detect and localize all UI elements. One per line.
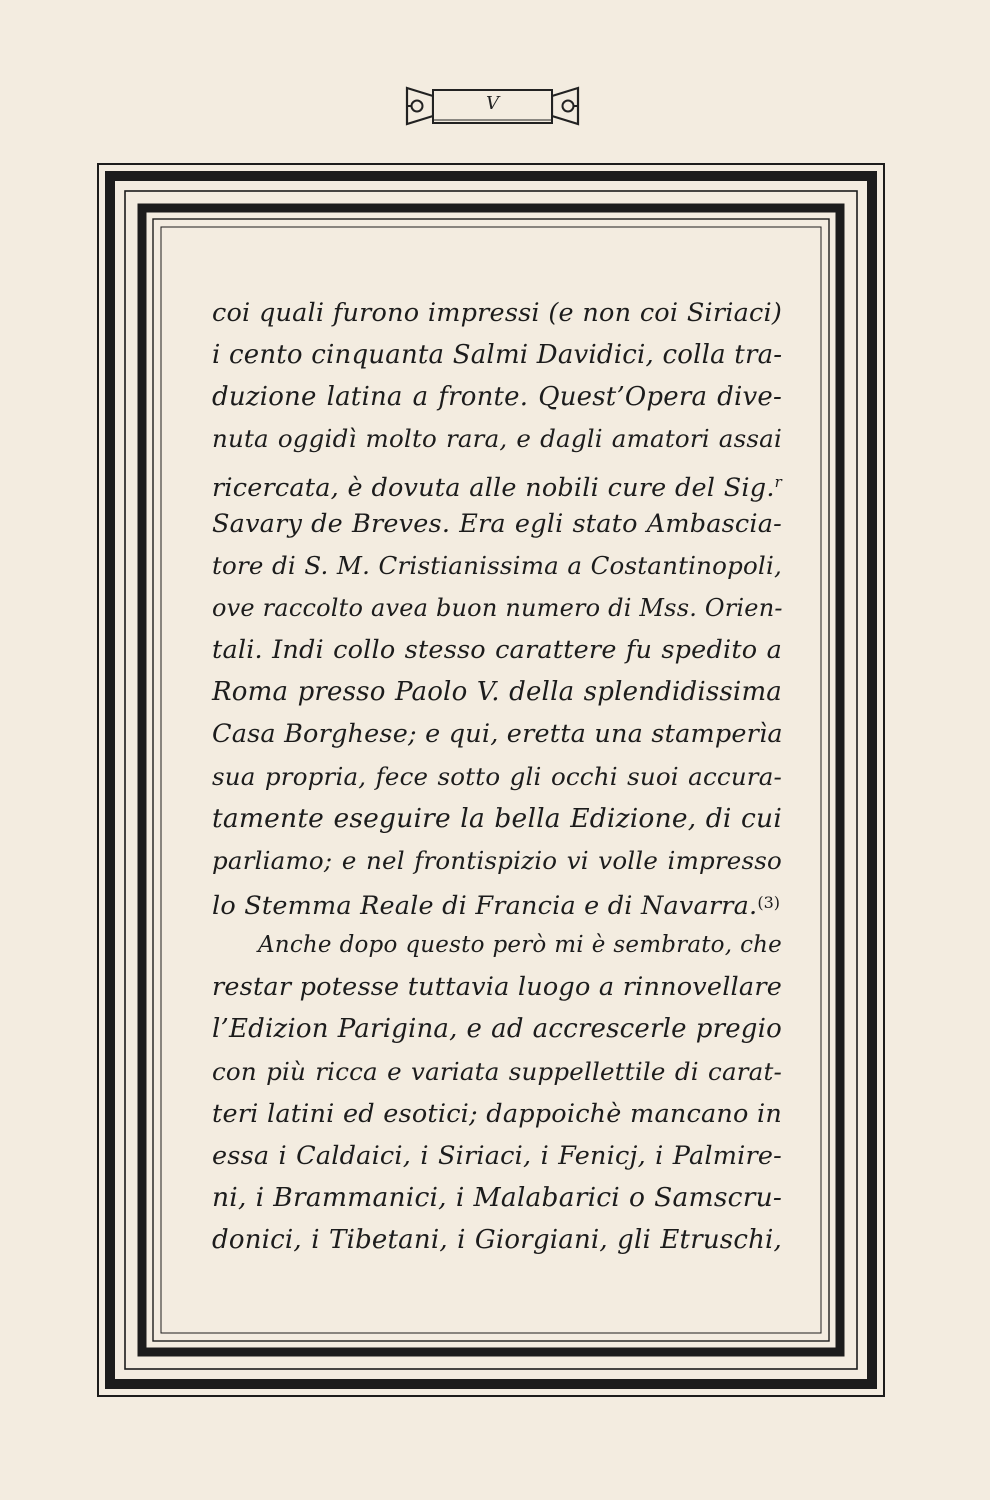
text-line: i cento cinquanta Salmi Davidici, colla tra- [212, 340, 783, 371]
text-line: Anche dopo questo però mi è sembrato, che [258, 932, 782, 959]
text-line: tamente eseguire la bella Edizione, di cui [212, 802, 782, 834]
text-line: ni, i Brammanici, i Malabarici o Samscru- [212, 1181, 782, 1213]
text-line: teri latini ed esotici; dappoichè mancano in [212, 1098, 782, 1129]
text-line: Roma presso Paolo V. della splendidissima [212, 677, 782, 708]
text-line: tali. Indi collo stesso carattere fu spedito a [212, 635, 782, 666]
text-line: essa i Caldaici, i Siriaci, i Fenicj, i Palmire- [212, 1140, 782, 1171]
text-line: nuta oggidì molto rara, e dagli amatori assai [212, 424, 782, 454]
text-line: Savary de Breves. Era egli stato Ambascia- [212, 508, 782, 539]
text-line: ove raccolto avea buon numero di Mss. Orien- [212, 593, 783, 622]
page-number-cartouche [405, 82, 580, 130]
text-line [212, 461, 782, 503]
text-line: restar potesse tuttavia luogo a rinnovellare [212, 972, 782, 1003]
superscript-abbrev: r [774, 472, 782, 491]
paragraph-1 [212, 292, 782, 924]
text-line-content: ricercata, è dovuta alle nobili cure del Sig. [212, 472, 775, 503]
text-line [212, 882, 782, 924]
page-number: V [486, 93, 499, 114]
text-line: duzione latina a fronte. Quest’Opera dive- [212, 382, 782, 413]
text-line: con più ricca e variata suppellettile di carat- [212, 1056, 782, 1086]
text-line: Casa Borghese; e qui, eretta una stamperìa [212, 719, 783, 750]
text-line: parliamo; e nel frontispizio vi volle impresso [212, 845, 782, 875]
text-line: sua propria, fece sotto gli occhi suoi accura- [212, 761, 782, 791]
text-line-content: lo Stemma Reale di Francia e di Navarra. [212, 890, 758, 921]
footnote-reference: (3) [757, 892, 781, 912]
text-line: donici, i Tibetani, i Giorgiani, gli Etruschi, [212, 1225, 782, 1256]
paragraph-2 [212, 924, 782, 1261]
text-line: tore di S. M. Cristianissima a Costantinopoli, [212, 550, 782, 580]
text-line: coi quali furono impressi (e non coi Siriaci) [212, 298, 782, 328]
body-text [212, 292, 782, 1261]
text-line: l’Edizion Parigina, e ad accrescerle pregio [212, 1014, 782, 1045]
